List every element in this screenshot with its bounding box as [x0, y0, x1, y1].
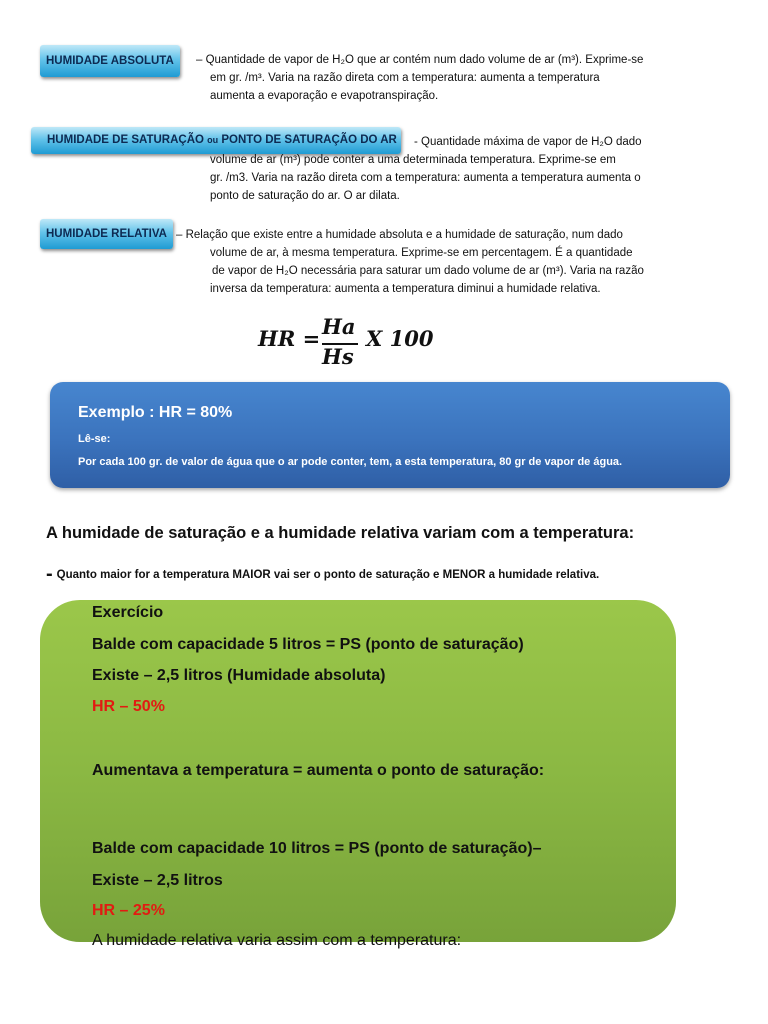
- exercise-result: HR – 25%: [92, 902, 165, 919]
- definition-line: inversa da temperatura: aumenta a temperatura diminui a humidade relativa.: [210, 283, 601, 295]
- definition-line: volume de ar, à mesma temperatura. Exprime-se em percentagem. É a quantidade: [210, 247, 633, 259]
- exercise-line: Aumentava a temperatura = aumenta o ponto de saturação:: [92, 762, 545, 779]
- exercise-title: Exercício: [92, 604, 164, 621]
- label-humidade-relativa: [40, 219, 173, 249]
- formula-denominator: Hs: [322, 344, 354, 369]
- note-text: Quanto maior for a temperatura MAIOR vai ser o ponto de saturação e MENOR a humidade relativa.: [56, 569, 600, 581]
- label-connector: ou: [207, 135, 219, 145]
- definition-line: aumenta a evaporação e evapotranspiração.: [210, 90, 439, 102]
- label-text: HUMIDADE ABSOLUTA: [46, 55, 174, 67]
- example-title: Exemplo : HR = 80%: [78, 404, 233, 421]
- example-body: Por cada 100 gr. de valor de água que o ar pode conter, tem, a esta temperatura, 80 gr de vapor de água.: [78, 456, 623, 468]
- definition-humidade-absoluta: [196, 51, 644, 105]
- exercise-line: Balde com capacidade 10 litros = PS (ponto de saturação)–: [92, 840, 542, 857]
- exercise-result: HR – 50%: [92, 698, 165, 715]
- exercise-line: Existe – 2,5 litros: [92, 872, 223, 889]
- formula-rhs: X 100: [366, 326, 434, 351]
- example-box: [50, 382, 730, 488]
- definition-line: em gr. /m³. Varia na razão direta com a temperatura: aumenta a temperatura: [210, 72, 600, 84]
- example-subtitle: Lê-se:: [78, 433, 111, 445]
- definition-line: – Quantidade de vapor de H₂O que ar contém num dado volume de ar (m³). Exprime-se: [196, 54, 644, 66]
- definition-line: gr. /m3. Varia na razão direta com a temperatura: aumenta a temperatura aumenta o: [210, 172, 641, 184]
- label-text: HUMIDADE DE SATURAÇÃO: [47, 134, 204, 146]
- definition-line: ponto de saturação do ar. O ar dilata.: [210, 190, 400, 202]
- formula-lhs: HR =: [258, 326, 321, 351]
- definition-line: – Relação que existe entre a humidade absoluta e a humidade de saturação, num dado: [176, 229, 623, 241]
- definition-humidade-saturacao: [210, 133, 642, 205]
- exercise-line: Balde com capacidade 5 litros = PS (ponto de saturação): [92, 636, 524, 653]
- note-dash: -: [46, 563, 53, 585]
- definition-line: - Quantidade máxima de vapor de H₂O dado: [414, 136, 642, 148]
- definition-line: volume de ar (m³) pode conter a uma determinada temperatura. Exprime-se em: [210, 154, 616, 166]
- definition-line: de vapor de H₂O necessária para saturar um dado volume de ar (m³). Varia na razão: [212, 265, 644, 277]
- exercise-conclusion: A humidade relativa varia assim com a temperatura:: [92, 932, 462, 949]
- section-heading: A humidade de saturação e a humidade relativa variam com a temperatura:: [46, 524, 635, 542]
- exercise-line: Existe – 2,5 litros (Humidade absoluta): [92, 667, 386, 684]
- formula-numerator: Ha: [322, 314, 356, 339]
- label-text-extra: PONTO DE SATURAÇÃO DO AR: [221, 134, 397, 146]
- note-line: [46, 563, 599, 586]
- label-humidade-absoluta: [40, 45, 180, 77]
- definition-humidade-relativa: [176, 226, 644, 298]
- label-text: HUMIDADE RELATIVA: [46, 228, 167, 240]
